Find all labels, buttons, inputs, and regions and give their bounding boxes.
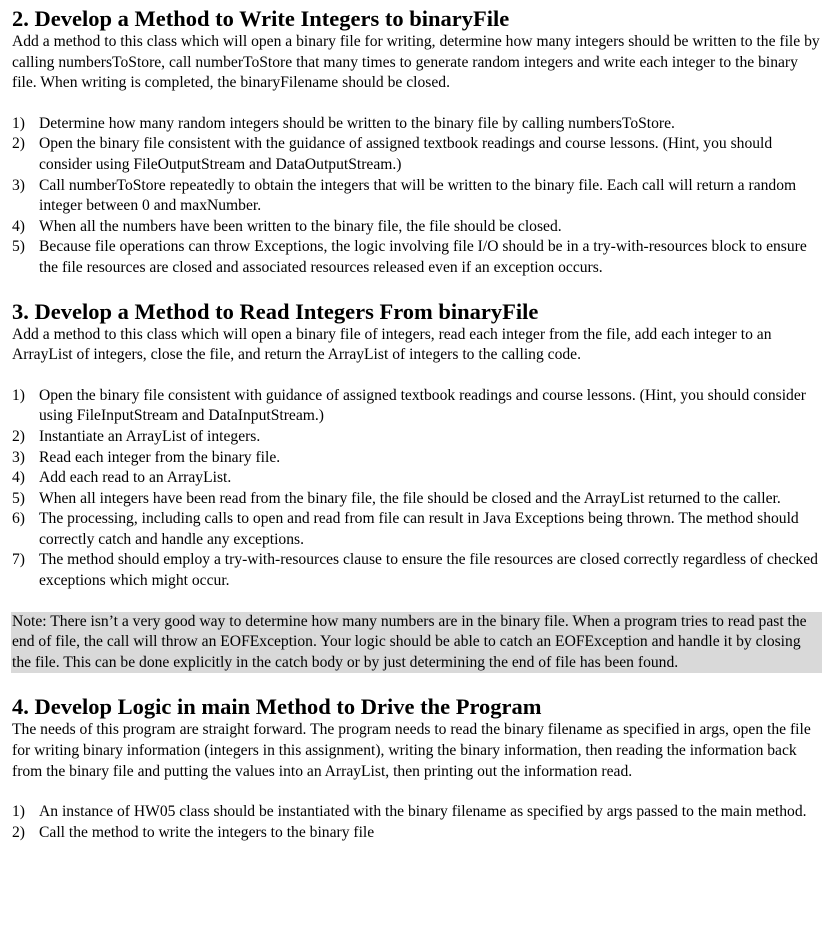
list-item xyxy=(12,386,822,427)
item-text: Instantiate an ArrayList of integers. xyxy=(39,427,261,445)
item-text: Call numberToStore repeatedly to obtain the integers that will be written to the binary file. Each call will return a random integer between 0 and maxNumber. xyxy=(39,176,797,215)
item-number: 5) xyxy=(12,238,25,256)
section-heading: 3. Develop a Method to Read Integers From binaryFile xyxy=(12,298,539,324)
step-list xyxy=(12,114,822,279)
list-item xyxy=(12,823,822,844)
list-item xyxy=(12,448,822,469)
list-item xyxy=(12,176,822,217)
list-item xyxy=(12,509,822,550)
item-number: 7) xyxy=(12,551,25,569)
list-item xyxy=(12,217,822,238)
list-item xyxy=(12,237,822,278)
item-text: The processing, including calls to open and read from file can result in Java Exceptions being thrown. The method should correctly catch and handle any exceptions. xyxy=(39,510,799,548)
section-heading: 2. Develop a Method to Write Integers to binaryFile xyxy=(12,6,510,31)
item-text: When all integers have been read from the binary file, the file should be closed and the ArrayList returned to the caller. xyxy=(39,489,781,507)
section-intro: Add a method to this class which will open a binary file for writing, determine how many integers should be written to the file by calling numbersToStore, call numberToStore that many times to generate random integers and write each integer to the binary file. When writing is completed, the binaryFilename should be closed. xyxy=(12,33,820,92)
list-item xyxy=(12,114,822,135)
item-number: 2) xyxy=(12,823,25,841)
step-list xyxy=(12,802,822,843)
step-list xyxy=(12,386,822,592)
item-text: Add each read to an ArrayList. xyxy=(39,469,232,487)
item-number: 1) xyxy=(12,114,25,132)
item-number: 4) xyxy=(12,217,25,235)
list-item xyxy=(12,550,822,591)
list-item xyxy=(12,134,822,175)
item-number: 3) xyxy=(12,448,25,466)
item-number: 3) xyxy=(12,176,25,194)
item-number: 2) xyxy=(12,135,25,153)
item-text: Because file operations can throw Exceptions, the logic involving file I/O should be in a try-with-resources block to ensure the file resources are closed and associated resources released even if an exception occurs. xyxy=(39,238,807,276)
item-text: When all the numbers have been written to the binary file, the file should be closed. xyxy=(39,217,562,235)
item-text: The method should employ a try-with-resources clause to ensure the file resources are closed correctly regardless of checked exceptions which might occur. xyxy=(39,551,818,590)
section-intro: Add a method to this class which will open a binary file of integers, read each integer from the file, add each integer to an ArrayList of integers, close the file, and return the ArrayList of integers to the calling code. xyxy=(12,325,772,364)
section-write-integers xyxy=(12,6,822,279)
list-item xyxy=(12,468,822,489)
section-heading: 4. Develop Logic in main Method to Drive the Program xyxy=(12,694,542,720)
list-item xyxy=(12,489,822,510)
item-text: Open the binary file consistent with guidance of assigned textbook readings and course lessons. (Hint, you should consider using FileInputStream and DataInputStream.) xyxy=(39,386,806,425)
note-box: Note: There isn’t a very good way to determine how many numbers are in the binary file. When a program tries to read past the end of file, the call will throw an EOFException. Your logic should be able to catch an EOFException and handle it by closing the file. This can be done explicitly in the catch body or by just determining the end of file has been found. xyxy=(11,612,822,674)
item-number: 2) xyxy=(12,427,25,445)
item-number: 1) xyxy=(12,386,25,404)
section-main-method xyxy=(12,694,822,843)
item-number: 1) xyxy=(12,803,25,821)
item-text: Determine how many random integers should be written to the binary file by calling numbersToStore. xyxy=(39,114,675,132)
item-text: An instance of HW05 class should be instantiated with the binary filename as specified by args passed to the main method. xyxy=(39,803,807,821)
section-intro: The needs of this program are straight forward. The program needs to read the binary filename as specified in args, open the file for writing binary information (integers in this assignment), writing the binary information, then reading the information back from the binary file and putting the values into an ArrayList, then printing out the information read. xyxy=(12,721,811,780)
list-item xyxy=(12,427,822,448)
item-number: 6) xyxy=(12,510,25,528)
item-text: Call the method to write the integers to the binary file xyxy=(39,823,375,841)
item-text: Read each integer from the binary file. xyxy=(39,448,281,466)
list-item xyxy=(12,802,822,823)
item-number: 5) xyxy=(12,489,25,507)
item-number: 4) xyxy=(12,469,25,487)
item-text: Open the binary file consistent with the guidance of assigned textbook readings and course lessons. (Hint, you should consider using FileOutputStream and DataOutputStream.) xyxy=(39,135,773,173)
section-read-integers xyxy=(12,299,822,592)
